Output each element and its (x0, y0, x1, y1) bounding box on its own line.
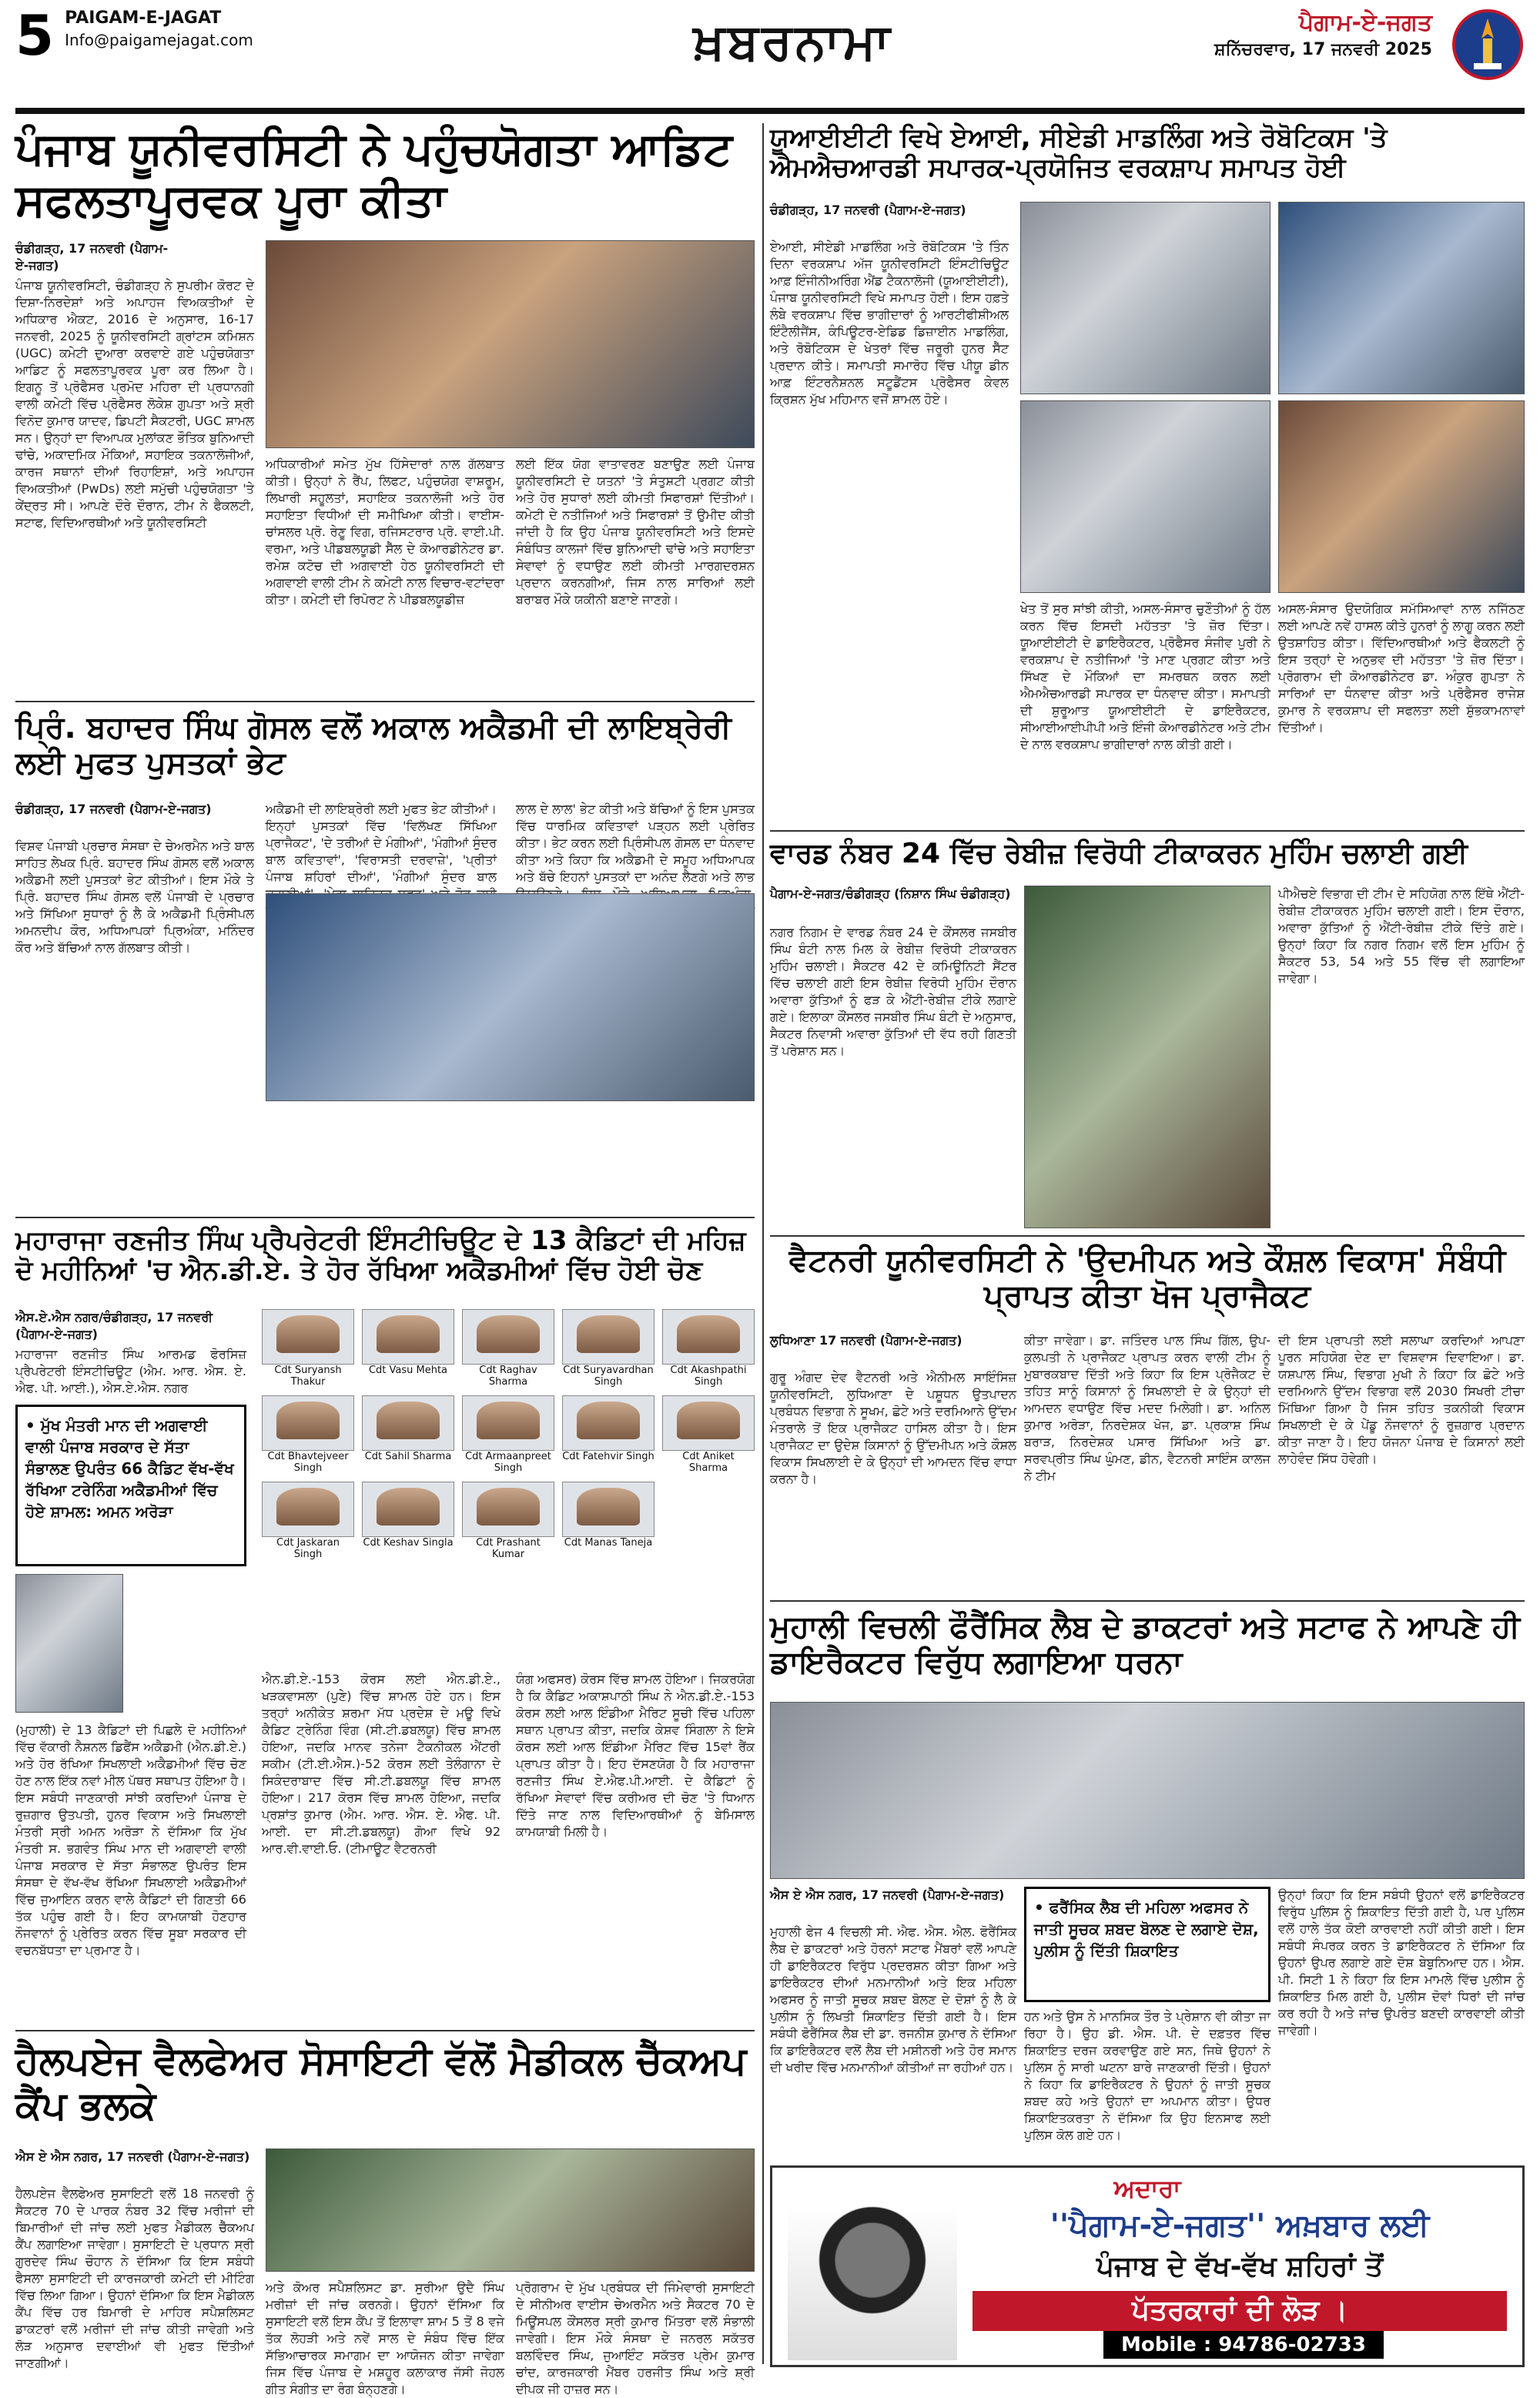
article-body: ਹਨ ਅਤੇ ਉਸ ਨੇ ਮਾਨਸਿਕ ਤੌਰ ਤੇ ਪ੍ਰੇਸ਼ਾਨ ਵੀ ਕੀਤਾ ਜਾ ਰਿਹਾ ਹੈ। ਉਹ ਡੀ. ਐਸ. ਪੀ. ਦੇ ਦਫ਼ਤਰ ਵਿੱਚ ਸ਼ਿਕਾਇਤ ਦਰਜ ਕਰਵਾਉਣ ਗਏ ਸਨ, ਜਿਥੇ ਉਹਨਾਂ ਨੇ ਪੁਲਿਸ ਨੂੰ ਸਾਰੀ ਘਟਨਾ ਬਾਰੇ ਜਾਣਕਾਰੀ ਦਿੱਤੀ। ਉਹਨਾਂ ਨੇ ਕਿਹਾ ਕਿ ਡਾਇਰੈਕਟਰ ਨੇ ਉਹਨਾਂ ਨੂੰ ਜਾਤੀ ਸੂਚਕ ਸ਼ਬਦ ਕਹੇ ਅਤੇ ਉਹਨਾਂ ਦਾ ਅਪਮਾਨ ਕੀਤਾ। ਉਧਰ ਸ਼ਿਕਾਇਤਕਰਤਾ ਨੇ ਦੱਸਿਆ ਕਿ ਉਹ ਇਨਸਾਫ ਲਈ ਪੁਲਿਸ ਕੋਲ ਗਏ ਹਨ। (1024, 2009, 1270, 2142)
byline: ਐਸ.ਏ.ਐਸ ਨਗਰ/ਚੰਡੀਗੜ੍ਹ, 17 ਜਨਵਰੀ (ਪੈਗਾਮ-ਏ-ਜਗਤ) (15, 1310, 213, 1341)
cadet-card (462, 1309, 554, 1388)
article-body: ਗੁਰੂ ਅੰਗਦ ਦੇਵ ਵੈਟਨਰੀ ਅਤੇ ਐਨੀਮਲ ਸਾਇੰਸਿਜ਼ ਯੂਨੀਵਰਸਿਟੀ, ਲੁਧਿਆਣਾ ਦੇ ਪਸ਼ੂਧਨ ਉਤਪਾਦਨ ਪ੍ਰਬੰਧਨ ਵਿਭਾਗ ਨੇ ਸੂਖਮ, ਛੋਟੇ ਅਤੇ ਦਰਮਿਆਨੇ ਉੱਦਮ ਮੰਤਰਾਲੇ ਤੋਂ ਇਕ ਪ੍ਰਾਜੈਕਟ ਹਾਸਿਲ ਕੀਤਾ ਹੈ। ਇਸ ਪ੍ਰਾਜੈਕਟ ਦਾ ਉਦੇਸ਼ ਕਿਸਾਨਾਂ ਨੂੰ ਉੱਦਮੀਪਨ ਅਤੇ ਕੌਸ਼ਲ ਵਿਕਾਸ ਸਿਖਲਾਈ ਦੇ ਕੇ ਉਨ੍ਹਾਂ ਦੀ ਆਮਦਨ ਵਿੱਚ ਵਾਧਾ ਕਰਨਾ ਹੈ। (770, 1370, 1016, 1486)
cadet-name: Cdt Suryansh Thakur (274, 1365, 342, 1388)
article-body: ਐਨ.ਡੀ.ਏ.-153 ਕੋਰਸ ਲਈ ਐਨ.ਡੀ.ਏ., ਖੜਕਵਾਸਲਾ (ਪੁਣੇ) ਵਿੱਚ ਸ਼ਾਮਲ ਹੋਏ ਹਨ। ਇਸ ਤਰ੍ਹਾਂ ਅਨੀਕੇਤ ਸ਼ਰਮਾ ਮੱਧ ਪ੍ਰਦੇਸ਼ ਦੇ ਮਊ ਵਿਖੇ ਕੈਡਿਟ ਟ੍ਰੇਨਿੰਗ ਵਿੰਗ (ਸੀ.ਟੀ.ਡਬਲਯੂ) ਵਿੱਚ ਸ਼ਾਮਲ ਹੋਇਆ, ਜਦਕਿ ਮਾਨਵ ਤਨੇਜਾ ਟੈਕਨੀਕਲ ਐਂਟਰੀ ਸਕੀਮ (ਟੀ.ਈ.ਐਸ.)-52 ਕੋਰਸ ਲਈ ਤੇਲੰਗਾਨਾ ਦੇ ਸਿਕੰਦਰਾਬਾਦ ਵਿੱਚ ਸੀ.ਟੀ.ਡਬਲਯੂ ਵਿੱਚ ਸ਼ਾਮਲ ਹੋਇਆ। 217 ਕੋਰਸ ਵਿੱਚ ਸ਼ਾਮਲ ਹੋਇਆ, ਜਦਕਿ ਪ੍ਰਸ਼ਾਂਤ ਕੁਮਾਰ (ਐਮ. ਆਰ. ਐਸ. ਏ. ਐਫ. ਪੀ. ਆਈ. ਦਾ ਸੀ.ਟੀ.ਡਬਲਯੂ) ਗੋਆ ਵਿਖੇ 92 ਆਰ.ਵੀ.ਵਾਈ.ਓ. (ਟੀਮਾਊਟ ਵੈਟਰਨਰੀ (262, 1672, 500, 1856)
byline: ਐਸ ਏ ਐਸ ਨਗਰ, 17 ਜਨਵਰੀ (ਪੈਗਾਮ-ਏ-ਜਗਤ) (15, 2149, 250, 2164)
cadet-card (362, 1482, 454, 1560)
byline: ਲੁਧਿਆਣਾ 17 ਜਨਵਰੀ (ਪੈਗਾਮ-ਏ-ਜਗਤ) (770, 1333, 962, 1348)
ad-line-2: ਪੰਜਾਬ ਦੇ ਵੱਖ-ਵੱਖ ਸ਼ਹਿਰਾਂ ਤੋਂ (1096, 2251, 1384, 2282)
headline-medical-camp: ਹੈਲਪਏਜ ਵੈਲਫੇਅਰ ਸੋਸਾਇਟੀ ਵੱਲੋਂ ਮੈਡੀਕਲ ਚੈੱਕਅਪ ਕੈਂਪ ਭਲਕੇ (15, 2038, 747, 2128)
divider (770, 830, 1525, 832)
article-body: ਯੰਗ ਅਫਸਰ) ਕੋਰਸ ਵਿੱਚ ਸ਼ਾਮਲ ਹੋਇਆ। ਜਿਕਰਯੋਗ ਹੈ ਕਿ ਕੈਡਿਟ ਅਕਾਸ਼ਪਾਠੀ ਸਿੰਘ ਨੇ ਐਨ.ਡੀ.ਏ.-153 ਕੋਰਸ ਲਈ ਆਲ ਇੰਡੀਆ ਮੈਰਿਟ ਸੂਚੀ ਵਿੱਚ ਪਹਿਲਾ ਸਥਾਨ ਪ੍ਰਾਪਤ ਕੀਤਾ, ਜਦਕਿ ਕੇਸ਼ਵ ਸਿੰਗਲਾ ਨੇ ਇਸੇ ਕੋਰਸ ਲਈ ਆਲ ਇੰਡੀਆ ਮੈਰਿਟ ਵਿੱਚ 15ਵਾਂ ਰੈਂਕ ਪ੍ਰਾਪਤ ਕੀਤਾ ਹੈ। ਇਹ ਦੱਸਣਯੋਗ ਹੈ ਕਿ ਮਹਾਰਾਜਾ ਰਣਜੀਤ ਸਿੰਘ ਏ.ਐਫ.ਪੀ.ਆਈ. ਦੇ ਕੈਡਿਟਾਂ ਨੂੰ ਰੱਖਿਆ ਸੇਵਾਵਾਂ ਵਿੱਚ ਕਰੀਅਰ ਦੀ ਚੋਣ 'ਤੇ ਧਿਆਨ ਦਿੱਤੇ ਜਾਣ ਨਾਲ ਵਿਦਿਆਰਥੀਆਂ ਨੂੰ ਬੇਮਿਸਾਲ ਕਾਮਯਾਬੀ ਮਿਲੀ ਹੈ। (516, 1672, 755, 1839)
cadet-name: Cdt Jaskaran Singh (276, 1537, 340, 1560)
news-photo (266, 893, 755, 1101)
byline: ਐਸ ਏ ਐਸ ਨਗਰ, 17 ਜਨਵਰੀ (ਪੈਗਾਮ-ਏ-ਜਗਤ) (770, 1887, 1005, 1902)
cadet-photo (462, 1482, 554, 1537)
newspaper-name: ਪੈਗਾਮ-ਏ-ਜਗਤ (1298, 9, 1432, 36)
article-body: ਪ੍ਰੋਗਰਾਮ ਦੇ ਮੁੱਖ ਪ੍ਰਬੰਧਕ ਦੀ ਜਿੰਮੇਵਾਰੀ ਸੁਸਾਇਟੀ ਦੇ ਸੀਨੀਅਰ ਵਾਈਸ ਚੇਅਰਮੈਨ ਅਤੇ ਸੈਕਟਰ 70 ਦੇ ਮਿਊਂਸਪਲ ਕੌਂਸਲਰ ਸ੍ਰੀ ਕੁਮਾਰ ਮਿੱਤਰਾ ਵਲੋਂ ਸੰਭਾਲੀ ਜਾਵੇਗੀ। ਇਸ ਮੌਕੇ ਸੰਸਥਾ ਦੇ ਜਨਰਲ ਸਕੱਤਰ ਬਲਵਿੰਦਰ ਸਿੰਘ, ਜੁਆਇੰਟ ਸਕੱਤਰ ਪ੍ਰੇਮ ਕੁਮਾਰ ਚਾਂਦ, ਕਾਰਜਕਾਰੀ ਮੈਂਬਰ ਹਰਜੀਤ ਸਿੰਘ ਅਤੇ ਸ਼੍ਰੀ ਦੀਪਕ ਜੀ ਹਾਜ਼ਰ ਸਨ। (516, 2280, 755, 2396)
cadet-card (662, 1309, 755, 1388)
divider (770, 1235, 1525, 1237)
divider (15, 2030, 755, 2031)
cadet-card (562, 1482, 654, 1560)
headline-pu-accessibility: ਪੰਜਾਬ ਯੂਨੀਵਰਸਿਟੀ ਨੇ ਪਹੁੰਚਯੋਗਤਾ ਆਡਿਟ ਸਫਲਤਾਪੂਰਵਕ ਪੂਰਾ ਕੀਤਾ (15, 122, 732, 226)
cadet-photo (362, 1309, 454, 1365)
article-body: ਅਕੈਡਮੀ ਦੀ ਲਾਇਬ੍ਰੇਰੀ ਲਈ ਮੁਫਤ ਭੇਟ ਕੀਤੀਆਂ। ਇਨ੍ਹਾਂ ਪੁਸਤਕਾਂ ਵਿੱਚ 'ਵਿਲੱਖਣ ਸਿੱਖਿਆ ਪ੍ਰਾਜੈਕਟ', 'ਦੇ ਤਰੀਆਂ ਦੇ ਮੰਗੀਆਂ', 'ਮੰਗੀਆਂ ਸੁੰਦਰ ਬਾਲ ਕਵਿਤਾਵਾਂ', 'ਵਿਰਾਸਤੀ ਦਰਵਾਜ਼ੇ', 'ਪ੍ਰੀਤਾਂ ਪੰਜਾਬ ਸ਼ਹਿਰਾਂ ਦੀਆਂ', 'ਮੰਗੀਆਂ ਸੁੰਦਰ ਬਾਲ (266, 802, 497, 884)
news-photo (1024, 886, 1270, 1228)
byline: ਪੈਗਾਮ-ਏ-ਜਗਤ/ਚੰਡੀਗੜ੍ਹ (ਨਿਸ਼ਾਨ ਸਿੰਘ ਚੰਡੀਗੜ੍ਹ) (770, 886, 1011, 901)
issue-date: ਸ਼ਨਿੱਚਰਵਾਰ, 17 ਜਨਵਰੀ 2025 (1214, 40, 1432, 59)
news-photo (1020, 400, 1270, 593)
cadet-photo (262, 1395, 354, 1451)
cadet-card (362, 1309, 454, 1388)
newspaper-logo-icon (1451, 8, 1525, 82)
cadet-name: Cdt Armaanpreet Singh (465, 1451, 551, 1474)
cadet-name: Cdt Prashant Kumar (476, 1537, 541, 1560)
cadet-photo (262, 1309, 354, 1365)
byline: ਚੰਡੀਗੜ੍ਹ, 17 ਜਨਵਰੀ (ਪੈਗਾਮ-ਏ-ਜਗਤ) (770, 203, 966, 217)
cadet-name: Cdt Raghav Sharma (479, 1365, 537, 1388)
byline: ਚੰਡੀਗੜ੍ਹ, 17 ਜਨਵਰੀ (ਪੈਗਾਮ-ਏ-ਜਗਤ) (15, 802, 212, 816)
news-photo (1278, 202, 1525, 394)
cadet-photo (362, 1395, 454, 1451)
headline-forensic-lab: ਮੁਹਾਲੀ ਵਿਚਲੀ ਫੌਰੈਂਸਿਕ ਲੈਬ ਦੇ ਡਾਕਟਰਾਂ ਅਤੇ ਸਟਾਫ ਨੇ ਆਪਣੇ ਹੀ ਡਾਇਰੈਕਟਰ ਵਿਰੁੱਧ ਲਗਾਇਆ ਧਰਨਾ (770, 1609, 1521, 1680)
ad-line-1: ''ਪੈਗਾਮ-ਏ-ਜਗਤ'' ਅਖ਼ਬਾਰ ਲਈ (1050, 2208, 1430, 2243)
article-body: ਮੁਹਾਲੀ ਫੇਜ 4 ਵਿਚਲੀ ਸੀ. ਐਫ. ਐਸ. ਐਲ. ਫੋਰੈਂਸਿਕ ਲੈਬ ਦੇ ਡਾਕਟਰਾਂ ਅਤੇ ਹੋਰਨਾਂ ਸਟਾਫ ਮੈਂਬਰਾਂ ਵਲੋਂ ਆਪਣੇ ਹੀ ਡਾਇਰੈਕਟਰ ਵਿਰੁੱਧ ਪ੍ਰਦਰਸ਼ਨ ਕੀਤਾ ਗਿਆ ਅਤੇ ਡਾਇਰੈਕਟਰ ਦੀਆਂ ਮਨਮਾਨੀਆਂ ਅਤੇ ਇਕ ਮਹਿਲਾ ਅਫਸਰ ਨੂੰ ਜਾਤੀ ਸੂਚਕ ਸ਼ਬਦ ਬੋਲਣ ਦੇ ਦੋਸ਼ਾਂ ਨੂੰ ਲੈ ਕੇ ਪੁਲੀਸ ਨੂੰ ਲਿਖਤੀ ਸ਼ਿਕਾਇਤ ਦਿੱਤੀ ਗਈ ਹੈ। ਇਸ ਸਬੰਧੀ ਫੋਰੈਂਸਿਕ ਲੈਬ ਦੀ ਡਾ. ਰਜਨੀਸ਼ ਕੁਮਾਰ ਨੇ ਦੱਸਿਆ ਕਿ ਡਾਇਰੈਕਟਰ ਵਲੋਂ ਲੈਬ ਦੀ ਮਸ਼ੀਨਰੀ ਅਤੇ ਹੋਰ ਸਮਾਨ ਦੀ ਖਰੀਦ ਵਿੱਚ ਮਨਮਾਨੀਆਂ ਕੀਤੀਆਂ ਜਾ ਰਹੀਆਂ ਹਨ। (770, 1924, 1016, 2075)
cadet-name: Cdt Keshav Singla (363, 1537, 454, 1549)
article-body: ਖੇਤ ਤੋਂ ਸੁਰ ਸਾਂਝੀ ਕੀਤੀ, ਅਸਲ-ਸੰਸਾਰ ਚੁਣੌਤੀਆਂ ਨੂੰ ਹੱਲ ਕਰਨ ਵਿੱਚ ਇਸਦੀ ਮਹੱਤਤਾ 'ਤੇ ਜ਼ੋਰ ਦਿੱਤਾ। ਯੂਆਈਈਟੀ ਦੇ ਡਾਇਰੈਕਟਰ, ਪ੍ਰੋਫੈਸਰ ਸੰਜੀਵ ਪੁਰੀ ਨੇ ਵਰਕਸ਼ਾਪ ਦੇ ਨਤੀਜਿਆਂ 'ਤੇ ਮਾਣ ਪ੍ਰਗਟ ਕੀਤਾ ਅਤੇ ਸਿੱਖਣ ਦੇ ਮੌਕਿਆਂ ਦਾ ਸਮਰਥਨ ਕਰਨ ਲਈ ਐਮਐਚਆਰਡੀ ਸਪਾਰਕ ਦਾ ਧੰਨਵਾਦ ਕੀਤਾ। ਸਮਾਪਤੀ ਦੀ ਸ਼ੁਰੂਆਤ ਯੂਆਈਈਟੀ ਦੇ ਡਾਇਰੈਕਟਰ, ਸੀਆਈਆਈਪੀਪੀ ਅਤੇ ਇੰਜੀ ਕੋਆਰਡੀਨੇਟਰ ਅਤੇ ਟੀਮ ਦੇ ਨਾਲ ਵਰਕਸ਼ਾਪ ਭਾਗੀਦਾਰਾਂ ਨਾਲ ਕੀਤੀ ਗਈ। (1020, 601, 1270, 752)
cadet-photo (662, 1309, 755, 1365)
cadet-name: Cdt Bhavtejveer Singh (267, 1451, 349, 1474)
cadet-card (562, 1309, 654, 1388)
article-body: ਕੀਤਾ ਜਾਵੇਗਾ। ਡਾ. ਜਤਿੰਦਰ ਪਾਲ ਸਿੰਘ ਗਿੱਲ, ਉਪ-ਕੁਲਪਤੀ ਨੇ ਪ੍ਰਾਜੈਕਟ ਪ੍ਰਾਪਤ ਕਰਨ ਵਾਲੀ ਟੀਮ ਨੂੰ ਮੁਬਾਰਕਬਾਦ ਦਿੱਤੀ ਅਤੇ ਕਿਹਾ ਕਿ ਇਸ ਪ੍ਰੋਜੈਕਟ ਦੇ ਤਹਿਤ ਸਾਨੂੰ ਕਿਸਾਨਾਂ ਨੂੰ ਸਿਖਲਾਈ ਦੇ ਕੇ ਉਨ੍ਹਾਂ ਦੀ ਆਮਦਨ ਵਧਾਉਣ ਵਿੱਚ ਮਦਦ ਮਿਲੇਗੀ। ਡਾ. ਅਨਿਲ ਕੁਮਾਰ ਅਰੋੜਾ, ਨਿਰਦੇਸ਼ਕ ਖੋਜ, ਡਾ. ਪ੍ਰਕਾਸ਼ ਸਿੰਘ ਬਰਾੜ, ਨਿਰਦੇਸ਼ਕ ਪਸਾਰ ਸਿੱਖਿਆ ਅਤੇ ਡਾ. ਸਰਵਪ੍ਰੀਤ ਸਿੰਘ ਘੁੰਮਣ, ਡੀਨ, ਵੈਟਨਰੀ ਸਾਇੰਸ ਕਾਲਜ ਨੇ ਟੀਮ (1024, 1333, 1270, 1483)
article-body: ਪੰਜਾਬ ਯੂਨੀਵਰਸਿਟੀ, ਚੰਡੀਗੜ੍ਹ ਨੇ ਸੁਪਰੀਮ ਕੋਰਟ ਦੇ ਦਿਸ਼ਾ-ਨਿਰਦੇਸ਼ਾਂ ਅਤੇ ਅਪਾਹਜ ਵਿਅਕਤੀਆਂ ਦੇ ਅਧਿਕਾਰ ਐਕਟ, 2016 ਦੇ ਅਨੁਸਾਰ, 16-17 ਜਨਵਰੀ, 2025 ਨੂੰ ਯੂਨੀਵਰਸਿਟੀ ਗ੍ਰਾਂਟਸ ਕਮਿਸ਼ਨ (UGC) ਕਮੇਟੀ ਦੁਆਰਾ ਕਰਵਾਏ ਗਏ ਪਹੁੰਚਯੋਗਤਾ ਆਡਿਟ ਨੂੰ ਸਫਲਤਾਪੂਰਵਕ ਪੂਰਾ ਕਰ ਲਿਆ ਹੈ। ਇਗਨੂ ਤੋਂ ਪ੍ਰੋਫੈਸਰ ਪ੍ਰਮੋਦ ਮਹਿਰਾ ਦੀ ਪ੍ਰਧਾਨਗੀ ਵਾਲੀ ਕਮੇਟੀ ਵਿੱਚ ਪ੍ਰੋਫੈਸਰ ਲੋਕੇਸ਼ ਗੁਪਤਾ ਅਤੇ ਸ਼੍ਰੀ ਵਿਨੋਦ ਕੁਮਾਰ ਯਾਦਵ, ਡਿਪਟੀ ਸੈਕਟਰੀ, UGC ਸ਼ਾਮਲ ਸਨ। ਉਨ੍ਹਾਂ ਦਾ ਵਿਆਪਕ ਮੁਲਾਂਕਣ ਭੌਤਿਕ ਬੁਨਿਆਦੀ ਢਾਂਚੇ, ਅਕਾਦਮਿਕ ਮੌਕਿਆਂ, ਸਹਾਇਕ ਤਕਨਾਲੋਜੀਆਂ, ਕਾਰਜ ਸਥਾਨਾਂ ਦੀਆਂ ਰਿਹਾਇਸ਼ਾਂ, ਅਤੇ ਅਪਾਹਜ ਵਿਅਕਤੀਆਂ (PwDs) ਲਈ ਸਮੁੱਚੀ ਪਹੁੰਚਯੋਗਤਾ 'ਤੇ ਕੇਂਦ੍ਰਤ ਸੀ। ਆਪਣੇ ਦੌਰੇ ਦੌਰਾਨ, ਟੀਮ ਨੇ ਫੈਕਲਟੀ, ਸਟਾਫ, ਵਿਦਿਆਰਥੀਆਂ ਅਤੇ ਯੂਨੀਵਰਸਿਟੀ (15, 278, 254, 530)
column-divider (762, 123, 764, 2364)
brand-name: PAIGAM-E-JAGAT (65, 8, 222, 28)
cadet-card (462, 1482, 554, 1560)
news-photo (1278, 400, 1525, 593)
article-body: ਵਿਸ਼ਵ ਪੰਜਾਬੀ ਪ੍ਰਚਾਰ ਸੰਸਥਾ ਦੇ ਚੇਅਰਮੈਨ ਅਤੇ ਬਾਲ ਸਾਹਿਤ ਲੇਖਕ ਪ੍ਰਿੰ. ਬਹਾਦਰ ਸਿੰਘ ਗੋਸਲ ਵਲੋਂ ਅਕਾਲ ਅਕੈਡਮੀ ਲਈ ਪੁਸਤਕਾਂ ਭੇਟ ਕੀਤੀਆਂ। ਇਸ ਮੌਕੇ ਤੇ ਪ੍ਰਿੰ. ਬਹਾਦਰ ਸਿੰਘ ਗੋਸਲ ਵਲੋਂ ਪੰਜਾਬੀ ਦੇ ਪ੍ਰਚਾਰ ਅਤੇ ਸਿੱਖਿਆ ਸੁਧਾਰਾਂ ਨੂੰ ਲੈ ਕੇ ਅਕੈਡਮੀ ਪ੍ਰਿੰਸੀਪਲ ਅਮਨਦੀਪ ਕੌਰ, ਅਧਿਆਪਕਾਂ ਪ੍ਰਿਅੰਕਾ, ਮਨਿੰਦਰ ਕੌਰ ਅਤੇ ਬੱਚਿਆਂ ਨਾਲ ਗੱਲਬਾਤ ਕੀਤੀ। (15, 839, 254, 955)
headline-vet-university: ਵੈਟਨਰੀ ਯੂਨੀਵਰਸਿਟੀ ਨੇ 'ਉਦਮੀਪਨ ਅਤੇ ਕੌਸ਼ਲ ਵਿਕਾਸ' ਸੰਬੰਧੀ ਪ੍ਰਾਪਤ ਕੀਤਾ ਖੋਜ ਪ੍ਰਾਜੈਕਟ (788, 1243, 1506, 1314)
cadet-name: Cdt Aniket Sharma (682, 1451, 735, 1474)
microphone-icon (788, 2206, 957, 2360)
article-body: ਲਾਲ ਦੇ ਲਾਲ' ਭੇਟ ਕੀਤੀ ਅਤੇ ਬੱਚਿਆਂ ਨੂੰ ਇਸ ਪੁਸਤਕ ਵਿੱਚ ਧਾਰਮਿਕ ਕਵਿਤਾਵਾਂ ਪੜ੍ਹਨ ਲਈ ਪ੍ਰੇਰਿਤ ਕੀਤਾ। ਭੇਟ ਕਰਨ ਲਈ ਪ੍ਰਿੰਸੀਪਲ ਗੋਸਲ ਦਾ ਧੰਨਵਾਦ ਕੀਤਾ ਅਤੇ ਕਿਹਾ ਕਿ ਅਕੈਡਮੀ ਦੇ ਸਮੂਹ ਅਧਿਆਪਕ ਅਤੇ ਬੱਚੇ ਇਹਨਾਂ ਪੁਸਤਕਾਂ ਦਾ ਅਨੰਦ ਲੈਣਗੇ ਅਤੇ ਲਾਭ (516, 802, 755, 884)
article-body: (ਮੁਹਾਲੀ) ਦੇ 13 ਕੈਡਿਟਾਂ ਦੀ ਪਿਛਲੇ ਦੋ ਮਹੀਨਿਆਂ ਵਿੱਚ ਵੱਕਾਰੀ ਨੈਸ਼ਨਲ ਡਿਫੈਂਸ ਅਕੈਡਮੀ (ਐਨ.ਡੀ.ਏ.) ਅਤੇ ਹੋਰ ਰੱਖਿਆ ਸਿਖਲਾਈ ਅਕੈਡਮੀਆਂ ਵਿੱਚ ਚੋਣ ਹੋਣ ਨਾਲ ਇੱਕ ਨਵਾਂ ਮੀਲ ਪੱਥਰ ਸਥਾਪਤ ਹੋਇਆ ਹੈ। ਇਸ ਸਬੰਧੀ ਜਾਣਕਾਰੀ ਸਾਂਝੀ ਕਰਦਿਆਂ ਪੰਜਾਬ ਦੇ ਰੁਜ਼ਗਾਰ ਉਤਪਤੀ, ਹੁਨਰ ਵਿਕਾਸ ਅਤੇ ਸਿਖਲਾਈ ਮੰਤਰੀ ਸ੍ਰੀ ਅਮਨ ਅਰੋੜਾ ਨੇ ਦੱਸਿਆ ਕਿ ਮੁੱਖ ਮੰਤਰੀ ਸ. ਭਗਵੰਤ ਸਿੰਘ ਮਾਨ ਦੀ ਅਗਵਾਈ ਵਾਲੀ ਪੰਜਾਬ ਸਰਕਾਰ ਦੇ ਸੱਤਾ ਸੰਭਾਲਣ ਉਪਰੰਤ ਇਸ ਸੰਸਥਾ ਦੇ ਵੱਖ-ਵੱਖ ਰੱਖਿਆ ਸਿਖਲਾਈ ਅਕੈਡਮੀਆਂ ਵਿੱਚ ਜੁਆਇਨ ਕਰਨ ਵਾਲੇ ਕੈਡਿਟਾਂ ਦੀ ਗਿਣਤੀ 66 ਤੱਕ ਪਹੁੰਚ ਗਈ ਹੈ। ਇਹ ਕਾਮਯਾਬੀ ਹੋਣਹਾਰ ਨੌਜਵਾਨਾਂ ਨੂੰ ਪ੍ਰੇਰਿਤ ਕਰਨ ਵਿੱਚ ਸੂਬਾ ਸਰਕਾਰ ਦੀ ਵਚਨਬੱਧਤਾ ਦਾ ਪ੍ਰਮਾਣ ਹੈ। (15, 1723, 246, 1958)
cadet-name: Cdt Suryavardhan Singh (563, 1365, 654, 1388)
section-title: ਖ਼ਬਰਨਾਮਾ (693, 14, 893, 71)
article-body: ਅਸਲ-ਸੰਸਾਰ ਉਦਯੋਗਿਕ ਸਮੱਸਿਆਵਾਂ ਨਾਲ ਨਜਿੱਠਣ ਲਈ ਆਪਣੇ ਨਵੇਂ ਹਾਸਲ ਕੀਤੇ ਹੁਨਰਾਂ ਨੂੰ ਲਾਗੂ ਕਰਨ ਲਈ ਉਤਸ਼ਾਹਿਤ ਕੀਤਾ। ਵਿੱਦਿਆਰਥੀਆਂ ਅਤੇ ਫੈਕਲਟੀ ਨੂੰ ਇਸ ਤਰ੍ਹਾਂ ਦੇ ਅਨੁਭਵ ਦੀ ਮਹੱਤਤਾ 'ਤੇ ਜ਼ੋਰ ਦਿੱਤਾ। ਪ੍ਰੋਗਰਾਮ ਦੀ ਕੋਆਰਡੀਨੇਟਰ ਡਾ. ਅੰਕੁਰ ਗੁਪਤਾ ਨੇ ਸਾਰਿਆਂ ਦਾ ਧੰਨਵਾਦ ਕੀਤਾ ਅਤੇ ਪ੍ਰੋਫੈਸਰ ਰਾਜੇਸ਼ ਕੁਮਾਰ ਨੇ ਵਰਕਸ਼ਾਪ ਦੀ ਸਫਲਤਾ ਲਈ ਸ਼ੁੱਭਕਾਮਨਾਵਾਂ ਦਿੱਤੀਆਂ। (1278, 601, 1525, 735)
cadet-card (262, 1482, 354, 1560)
news-photo (1020, 202, 1270, 394)
headline-rabies-drive: ਵਾਰਡ ਨੰਬਰ 24 ਵਿੱਚ ਰੇਬੀਜ਼ ਵਿਰੋਧੀ ਟੀਕਾਕਰਨ ਮੁਹਿੰਮ ਚਲਾਈ ਗਈ (770, 838, 1468, 869)
cadet-card (362, 1395, 454, 1474)
headline-uiet-workshop: ਯੂਆਈਈਟੀ ਵਿਖੇ ਏਆਈ, ਸੀਏਡੀ ਮਾਡਲਿੰਗ ਅਤੇ ਰੋਬੋਟਿਕਸ 'ਤੇ ਐਮਐਚਆਰਡੀ ਸਪਾਰਕ-ਪ੍ਰਯੋਜਿਤ ਵਰਕਸ਼ਾਪ ਸਮਾਪਤ ਹੋਈ (770, 122, 1388, 184)
divider (15, 701, 755, 702)
cadet-photo (562, 1395, 654, 1451)
article-body: ਉਨ੍ਹਾਂ ਕਿਹਾ ਕਿ ਇਸ ਸਬੰਧੀ ਉਹਨਾਂ ਵਲੋਂ ਡਾਇਰੈਕਟਰ ਵਿਰੁੱਧ ਪੁਲਿਸ ਨੂੰ ਸ਼ਿਕਾਇਤ ਦਿੱਤੀ ਗਈ ਹੈ, ਪਰ ਪੁਲਿਸ ਵਲੋਂ ਹਾਲੇ ਤੱਕ ਕੋਈ ਕਾਰਵਾਈ ਨਹੀਂ ਕੀਤੀ ਗਈ। ਇਸ ਸਬੰਧੀ ਸੰਪਰਕ ਕਰਨ ਤੇ ਡਾਇਰੈਕਟਰ ਨੇ ਦੱਸਿਆ ਕਿ ਉਹਨਾਂ ਉਪਰ ਲਗਾਏ ਗਏ ਦੋਸ਼ ਬੇਬੁਨਿਆਦ ਹਨ। ਐਸ. ਪੀ. ਸਿਟੀ 1 ਨੇ ਕਿਹਾ ਕਿ ਇਸ ਮਾਮਲੇ ਵਿੱਚ ਪੁਲੀਸ ਨੂੰ ਸ਼ਿਕਾਇਤ ਮਿਲ ਗਈ ਹੈ, ਪੁਲੀਸ ਦੋਵਾਂ ਧਿਰਾਂ ਦੀ ਜਾਂਚ ਕਰ ਰਹੀ ਹੈ ਅਤੇ ਜਾਂਚ ਉਪਰੰਤ ਬਣਦੀ ਕਾਰਵਾਈ ਕੀਤੀ ਜਾਵੇਗੀ। (1278, 1887, 1525, 2038)
article-body: ਦੀ ਇਸ ਪ੍ਰਾਪਤੀ ਲਈ ਸਲਾਘਾ ਕਰਦਿਆਂ ਆਪਣਾ ਪੂਰਨ ਸਹਿਯੋਗ ਦੇਣ ਦਾ ਵਿਸ਼ਵਾਸ ਦਿਵਾਇਆ। ਡਾ. ਯਸ਼ਪਾਲ ਸਿੰਘ, ਵਿਭਾਗ ਮੁਖੀ ਨੇ ਕਿਹਾ ਕਿ ਛੋਟੇ ਅਤੇ ਦਰਮਿਆਨੇ ਉੱਦਮ ਵਿਭਾਗ ਵਲੋਂ 2030 ਸਿਖਰੀ ਟੀਚਾ ਮਿੱਥਿਆ ਗਿਆ ਹੈ ਜਿਸ ਤਹਿਤ ਤਕਨੀਕੀ ਵਿਕਾਸ ਸਿਖਲਾਈ ਦੇ ਕੇ ਪੇਂਡੂ ਨੌਜਵਾਨਾਂ ਨੂੰ ਰੁਜ਼ਗਾਰ ਪ੍ਰਦਾਨ ਕੀਤਾ ਜਾਣਾ ਹੈ। ਇਹ ਯੋਜਨਾ ਪੰਜਾਬ ਦੇ ਕਿਸਾਨਾਂ ਲਈ ਲਾਹੇਵੰਦ ਸਿੱਧ ਹੋਵੇਗੀ। (1278, 1333, 1525, 1466)
pull-quote: • ਫਰੈਂਸਿਕ ਲੈਬ ਦੀ ਮਹਿਲਾ ਅਫਸਰ ਨੇ ਜਾਤੀ ਸੂਚਕ ਸ਼ਬਦ ਬੋਲਣ ਦੇ ਲਗਾਏ ਦੋਸ਼, ਪੁਲੀਸ ਨੂੰ ਦਿੱਤੀ ਸ਼ਿਕਾਇਤ (1024, 1887, 1270, 2002)
cadet-photo (462, 1395, 554, 1451)
ad-label: ਅਦਾਰਾ (1113, 2174, 1181, 2203)
article-body: ਲਈ ਇੱਕ ਯੋਗ ਵਾਤਾਵਰਣ ਬਣਾਉਣ ਲਈ ਪੰਜਾਬ ਯੂਨੀਵਰਸਿਟੀ ਦੇ ਯਤਨਾਂ 'ਤੇ ਸੰਤੁਸ਼ਟੀ ਪ੍ਰਗਟ ਕੀਤੀ ਅਤੇ ਹੋਰ ਸੁਧਾਰਾਂ ਲਈ ਕੀਮਤੀ ਸਿਫਾਰਸ਼ਾਂ ਦਿੱਤੀਆਂ। ਕਮੇਟੀ ਦੇ ਨਤੀਜਿਆਂ ਅਤੇ ਸਿਫਾਰਸ਼ਾਂ ਤੋਂ ਉਮੀਦ ਕੀਤੀ ਜਾਂਦੀ ਹੈ ਕਿ ਉਹ ਪੰਜਾਬ ਯੂਨੀਵਰਸਿਟੀ ਅਤੇ ਇਸਦੇ ਸੰਬੰਧਿਤ ਕਾਲਜਾਂ ਵਿੱਚ ਬੁਨਿਆਦੀ ਢਾਂਚੇ ਅਤੇ ਸਹਾਇਤਾ ਸੇਵਾਵਾਂ ਨੂੰ ਵਧਾਉਣ ਲਈ ਕੀਮਤੀ ਮਾਰਗਦਰਸ਼ਨ ਪ੍ਰਦਾਨ ਕਰਨਗੀਆਂ, ਜਿਸ ਨਾਲ ਸਾਰਿਆਂ ਲਈ ਬਰਾਬਰ ਮੌਕੇ ਯਕੀਨੀ ਬਣਾਏ ਜਾਣਗੇ। (516, 457, 755, 607)
cadet-name: Cdt Sahil Sharma (364, 1451, 452, 1462)
article-body: ਹੈਲਪਏਜ ਵੈਲਫੇਅਰ ਸੁਸਾਇਟੀ ਵਲੋਂ 18 ਜਨਵਰੀ ਨੂੰ ਸੈਕਟਰ 70 ਦੇ ਪਾਰਕ ਨੰਬਰ 32 ਵਿੱਚ ਮਰੀਜਾਂ ਦੀ ਬਿਮਾਰੀਆਂ ਦੀ ਜਾਂਚ ਲਈ ਮੁਫਤ ਮੈਡੀਕਲ ਚੈੱਕਅਪ ਕੈਂਪ ਲਗਾਇਆ ਜਾਵੇਗਾ। ਸੁਸਾਇਟੀ ਦੇ ਪ੍ਰਧਾਨ ਸ੍ਰੀ ਗੁਰਦੇਵ ਸਿੰਘ ਚੌਹਾਨ ਨੇ ਦੱਸਿਆ ਕਿ ਇਸ ਸਬੰਧੀ ਫੈਸਲਾ ਸੁਸਾਇਟੀ ਦੀ ਕਾਰਜਕਾਰੀ ਕਮੇਟੀ ਦੀ ਮੀਟਿੰਗ ਵਿੱਚ ਲਿਆ ਗਿਆ। ਉਹਨਾਂ ਦੱਸਿਆ ਕਿ ਇਸ ਮੈਡੀਕਲ ਕੈਂਪ ਵਿੱਚ ਹਰ ਬਿਮਾਰੀ ਦੇ ਮਾਹਿਰ ਸਪੈਸ਼ਲਿਸਟ ਡਾਕਟਰਾਂ ਵਲੋਂ ਮਰੀਜਾਂ ਦੀ ਜਾਂਚ ਕੀਤੀ ਜਾਵੇਗੀ ਅਤੇ ਲੋੜ ਅਨੁਸਾਰ ਦਵਾਈਆਂ ਵੀ ਮੁਫਤ ਦਿੱਤੀਆਂ ਜਾਣਗੀਆਂ। (15, 2186, 254, 2370)
cadet-card (262, 1309, 354, 1388)
cadet-name: Cdt Vasu Mehta (368, 1365, 448, 1376)
cadet-card (662, 1395, 755, 1474)
cadet-photo (662, 1395, 755, 1451)
cadet-photo (462, 1309, 554, 1365)
masthead-left (15, 3, 447, 100)
article-body: ਮਹਾਰਾਜਾ ਰਣਜੀਤ ਸਿੰਘ ਆਰਮਡ ਫੋਰਸਿਜ਼ ਪ੍ਰੈਪਰੇਟਰੀ ਇੰਸਟੀਚਿਊਟ (ਐਮ. ਆਰ. ਐਸ. ਏ. ਐਫ. ਪੀ. ਆਈ.), ਐਸ.ਏ.ਐਸ. ਨਗਰ (15, 1347, 246, 1395)
article-body: ਅਧਿਕਾਰੀਆਂ ਸਮੇਤ ਮੁੱਖ ਹਿੱਸੇਦਾਰਾਂ ਨਾਲ ਗੱਲਬਾਤ ਕੀਤੀ। ਉਨ੍ਹਾਂ ਨੇ ਰੈਂਪ, ਲਿਫਟ, ਪਹੁੰਚਯੋਗ ਵਾਸ਼ਰੂਮ, ਲਿਖਾਰੀ ਸਹੂਲਤਾਂ, ਸਹਾਇਕ ਤਕਨਾਲੋਜੀ ਅਤੇ ਹੋਰ ਸਹਾਇਤਾ ਵਿਧੀਆਂ ਦੀ ਸਮੀਖਿਆ ਕੀਤੀ। ਵਾਈਸ-ਚਾਂਸਲਰ ਪ੍ਰੋ. ਰੇਣੂ ਵਿਗ, ਰਜਿਸਟਰਾਰ ਪ੍ਰੋ. ਵਾਈ.ਪੀ. ਵਰਮਾ, ਅਤੇ ਪੀਡਬਲਯੂਡੀ ਸੈੱਲ ਦੇ ਕੋਆਰਡੀਨੇਟਰ ਡਾ. ਰਮੇਸ਼ ਕਟੋਚ ਦੀ ਅਗਵਾਈ ਹੇਠ ਯੂਨੀਵਰਸਿਟੀ ਦੀ ਅਗਵਾਈ ਵਾਲੀ ਟੀਮ ਨੇ ਕਮੇਟੀ ਨਾਲ ਵਿਚਾਰ-ਵਟਾਂਦਰਾ ਕੀਤਾ। ਕਮੇਟੀ ਦੀ ਰਿਪੋਰਟ ਨੇ ਪੀਡਬਲਯੂਡੀਜ਼ (266, 457, 504, 607)
cadet-card (562, 1395, 654, 1474)
cadet-card (462, 1395, 554, 1474)
news-photo (266, 2148, 755, 2272)
cadet-photo-grid (262, 1309, 755, 1663)
email-link[interactable]: Info@paigamejagat.com (65, 31, 253, 49)
ad-mobile-number[interactable]: Mobile : 94786-02733 (1103, 2331, 1384, 2359)
recruitment-advertisement (770, 2165, 1525, 2367)
cadet-photo (262, 1482, 354, 1537)
page-number: 5 (15, 3, 55, 68)
cadet-name: Cdt Manas Taneja (564, 1537, 653, 1549)
headline-cadets-selection: ਮਹਾਰਾਜਾ ਰਣਜੀਤ ਸਿੰਘ ਪ੍ਰੈਪਰੇਟਰੀ ਇੰਸਟੀਚਿਊਟ ਦੇ 13 ਕੈਡਿਟਾਂ ਦੀ ਮਹਿਜ਼ ਦੋ ਮਹੀਨਿਆਂ 'ਚ ਐਨ.ਡੀ.ਏ. ਤੇ ਹੋਰ ਰੱਖਿਆ ਅਕੈਡਮੀਆਂ ਵਿੱਚ ਹੋਈ ਚੋਣ (15, 1225, 746, 1287)
pull-quote: • ਮੁੱਖ ਮੰਤਰੀ ਮਾਨ ਦੀ ਅਗਵਾਈ ਵਾਲੀ ਪੰਜਾਬ ਸਰਕਾਰ ਦੇ ਸੱਤਾ ਸੰਭਾਲਣ ਉਪਰੰਤ 66 ਕੈਡਿਟ ਵੱਖ-ਵੱਖ ਰੱਖਿਆ ਟਰੇਨਿੰਗ ਅਕੈਡਮੀਆਂ ਵਿੱਚ ਹੋਏ ਸ਼ਾਮਲ: ਅਮਨ ਅਰੋੜਾ (15, 1405, 246, 1566)
ad-line-3: ਪੱਤਰਕਾਰਾਂ ਦੀ ਲੋੜ । (973, 2291, 1507, 2331)
byline: ਚੰਡੀਗੜ੍ਹ, 17 ਜਨਵਰੀ (ਪੈਗਾਮ-ਏ-ਜਗਤ) (15, 241, 169, 273)
masthead-rule (15, 108, 1525, 114)
minister-portrait (15, 1574, 123, 1713)
article-body: ਅਤੇ ਕੋਅਰ ਸਪੈਸ਼ਲਿਸਟ ਡਾ. ਸੁਰੀਆ ਉਦੈ ਸਿੰਘ ਮਰੀਜ਼ਾਂ ਦੀ ਜਾਂਚ ਕਰਨਗੇ। ਉਹਨਾਂ ਦੱਸਿਆ ਕਿ ਸੁਸਾਇਟੀ ਵਲੋਂ ਇਸ ਕੈਂਪ ਤੋਂ ਇਲਾਵਾ ਸ਼ਾਮ 5 ਤੋਂ 8 ਵਜੇ ਤੱਕ ਲੋਹੜੀ ਅਤੇ ਨਵੇਂ ਸਾਲ ਦੇ ਸੰਬੰਧ ਵਿੱਚ ਇੱਕ ਸੱਭਿਆਚਾਰਕ ਸਮਾਗਮ ਦਾ ਆਯੋਜਨ ਕੀਤਾ ਜਾਵੇਗਾ ਜਿਸ ਵਿੱਚ ਪੰਜਾਬ ਦੇ ਮਸ਼ਹੂਰ ਕਲਾਕਾਰ ਜੱਸੀ ਜੋਹਲ ਗੀਤ ਸੰਗੀਤ ਦਾ ਰੰਗ ਬੰਨ੍ਹਣਗੇ। (266, 2280, 504, 2396)
article-body: ਏਆਈ, ਸੀਏਡੀ ਮਾਡਲਿੰਗ ਅਤੇ ਰੋਬੋਟਿਕਸ 'ਤੇ ਤਿੰਨ ਦਿਨਾ ਵਰਕਸ਼ਾਪ ਅੱਜ ਯੂਨੀਵਰਸਿਟੀ ਇੰਸਟੀਚਿਊਟ ਆਫ਼ ਇੰਜੀਨੀਅਰਿੰਗ ਐਂਡ ਟੈਕਨਾਲੋਜੀ (ਯੂਆਈਈਟੀ), ਪੰਜਾਬ ਯੂਨੀਵਰਸਿਟੀ ਵਿਖੇ ਸਮਾਪਤ ਹੋਈ। ਇਸ ਹਫ਼ਤੇ ਲੰਬੇ ਵਰਕਸ਼ਾਪ ਵਿੱਚ ਭਾਗੀਦਾਰਾਂ ਨੂੰ ਆਰਟੀਫੀਸ਼ੀਅਲ ਇੰਟੈਲੀਜੈਂਸ, ਕੰਪਿਊਟਰ-ਏਡਿਡ ਡਿਜ਼ਾਈਨ ਮਾਡਲਿੰਗ, ਅਤੇ ਰੋਬੋਟਿਕਸ ਦੇ ਖੇਤਰਾਂ ਵਿੱਚ ਜਰੂਰੀ ਹੁਨਰ ਸੈੱਟ ਪ੍ਰਦਾਨ ਕੀਤੇ। ਸਮਾਪਤੀ ਸਮਾਰੋਹ ਵਿੱਚ ਪੀਯੂ ਡੀਨ ਆਫ਼ ਇੰਟਰਨੈਸ਼ਨਲ ਸਟੂਡੈਂਟਸ ਪ੍ਰੋਫੈਸਰ ਕੇਵਲ ਕ੍ਰਿਸ਼ਨ ਮੁੱਖ ਮਹਿਮਾਨ ਵਜੋਂ ਸ਼ਾਮਲ ਹੋਏ। (770, 239, 1009, 407)
cadet-name: Cdt Fatehvir Singh (562, 1451, 654, 1462)
divider (15, 1217, 755, 1218)
article-body: ਪੀਐਚਏ ਵਿਭਾਗ ਦੀ ਟੀਮ ਦੇ ਸਹਿਯੋਗ ਨਾਲ ਇੱਥੇ ਐਂਟੀ-ਰੇਬੀਜ਼ ਟੀਕਾਕਰਨ ਮੁਹਿੰਮ ਚਲਾਈ ਗਈ। ਇਸ ਦੌਰਾਨ, ਅਵਾਰਾ ਕੁੱਤਿਆਂ ਨੂੰ ਐਂਟੀ-ਰੇਬੀਜ਼ ਟੀਕੇ ਦਿੱਤੇ ਗਏ। ਉਨ੍ਹਾਂ ਕਿਹਾ ਕਿ ਨਗਰ ਨਿਗਮ ਵਲੋਂ ਇਸ ਮੁਹਿੰਮ ਨੂੰ ਸੈਕਟਰ 53, 54 ਅਤੇ 55 ਵਿੱਚ ਵੀ ਲਗਾਇਆ ਜਾਵੇਗਾ। (1278, 886, 1525, 986)
cadet-photo (562, 1482, 654, 1537)
cadet-card (262, 1395, 354, 1474)
article-body: ਨਗਰ ਨਿਗਮ ਦੇ ਵਾਰਡ ਨੰਬਰ 24 ਦੇ ਕੌਂਸਲਰ ਜਸਬੀਰ ਸਿੰਘ ਬੰਟੀ ਨਾਲ ਮਿਲ ਕੇ ਰੇਬੀਜ਼ ਵਿਰੋਧੀ ਟੀਕਾਕਰਨ ਮੁਹਿੰਮ ਚਲਾਈ। ਸੈਕਟਰ 42 ਦੇ ਕਮਿਊਨਿਟੀ ਸੈਂਟਰ ਵਿੱਚ ਚਲਾਈ ਗਈ ਇਸ ਰੇਬੀਜ਼ ਵਿਰੋਧੀ ਮੁਹਿੰਮ ਦੌਰਾਨ ਅਵਾਰਾ ਕੁੱਤਿਆਂ ਨੂੰ ਫੜ ਕੇ ਐਂਟੀ-ਰੇਬੀਜ਼ ਟੀਕੇ ਲਗਾਏ ਗਏ। ਇਲਾਕਾ ਕੌਂਸਲਰ ਜਸਬੀਰ ਸਿੰਘ ਬੰਟੀ ਦੇ ਅਨੁਸਾਰ, ਸੈਕਟਰ ਨਿਵਾਸੀ ਅਵਾਰਾ ਕੁੱਤਿਆਂ ਦੀ ਵੱਧ ਰਹੀ ਗਿਣਤੀ ਤੋਂ ਪਰੇਸ਼ਾਨ ਸਨ। (770, 925, 1016, 1058)
divider (770, 1600, 1525, 1602)
headline-gosal-books: ਪ੍ਰਿੰ. ਬਹਾਦਰ ਸਿੰਘ ਗੋਸਲ ਵਲੋਂ ਅਕਾਲ ਅਕੈਡਮੀ ਦੀ ਲਾਇਬ੍ਰੇਰੀ ਲਈ ਮੁਫਤ ਪੁਸਤਕਾਂ ਭੇਟ (15, 710, 732, 781)
cadet-name: Cdt Akashpathi Singh (670, 1365, 747, 1388)
cadet-photo (562, 1309, 654, 1365)
news-photo (770, 1702, 1525, 1879)
news-photo (266, 240, 755, 448)
cadet-photo (362, 1482, 454, 1537)
